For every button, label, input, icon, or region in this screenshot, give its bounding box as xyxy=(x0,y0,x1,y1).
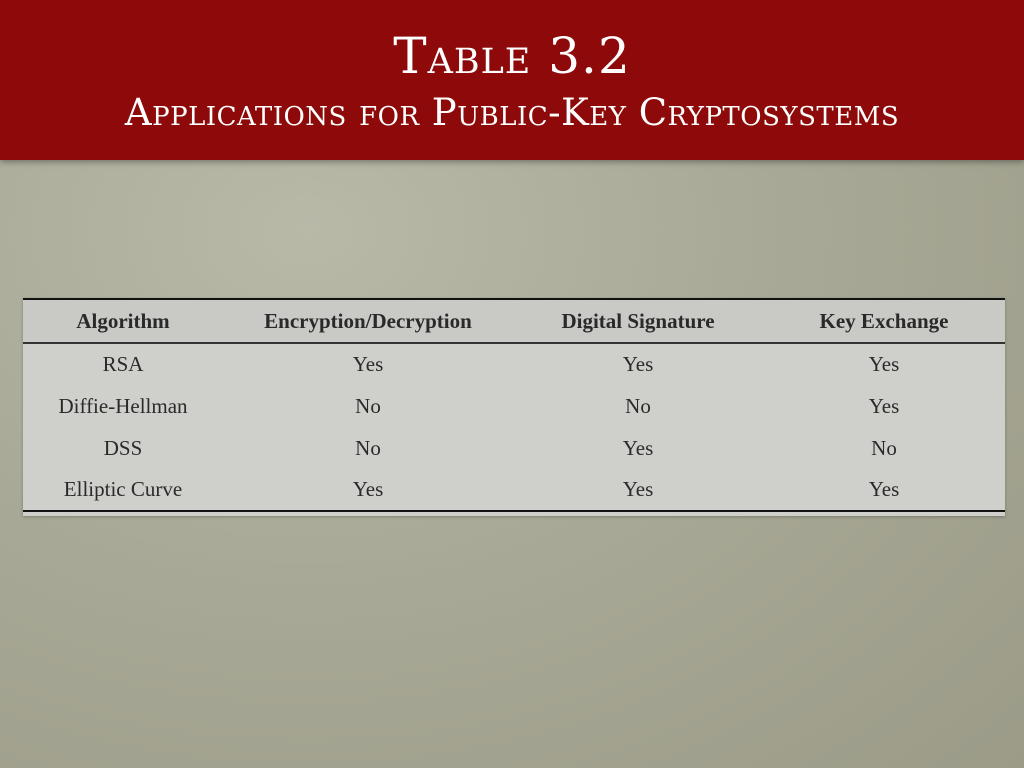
table-row xyxy=(23,427,1005,469)
table-row xyxy=(23,385,1005,427)
slide-title: Table 3.2 xyxy=(393,27,631,85)
cell-encryption: No xyxy=(355,393,381,418)
slide-subtitle: Applications for Public-Key Cryptosystems xyxy=(124,91,900,134)
cell-algorithm: Diffie-Hellman xyxy=(58,393,188,418)
cell-encryption: Yes xyxy=(223,469,513,511)
header-key-exchange: Key Exchange xyxy=(763,299,1005,343)
cell-key-exchange: Yes xyxy=(763,469,1005,511)
table-row xyxy=(23,343,1005,385)
header-algorithm: Algorithm xyxy=(23,299,223,343)
cell-key-exchange: Yes xyxy=(868,352,900,376)
cell-signature: Yes xyxy=(513,469,763,511)
cell-key-exchange: No xyxy=(871,435,897,460)
cell-algorithm: Elliptic Curve xyxy=(23,469,223,511)
cell-signature: Yes xyxy=(622,352,654,376)
cell-signature: No xyxy=(625,393,651,418)
table-row xyxy=(23,469,1005,511)
cell-signature: Yes xyxy=(622,435,654,460)
applications-table xyxy=(23,298,1005,512)
title-bar xyxy=(0,0,1024,160)
cell-key-exchange: Yes xyxy=(868,393,900,418)
table-header-row xyxy=(23,299,1005,343)
header-encryption-decryption: Encryption/Decryption xyxy=(223,299,513,343)
header-digital-signature: Digital Signature xyxy=(513,299,763,343)
cell-algorithm: DSS xyxy=(103,435,143,460)
cell-encryption: No xyxy=(355,435,381,460)
cell-encryption: Yes xyxy=(352,352,384,376)
cell-algorithm: RSA xyxy=(102,352,144,376)
applications-table-container xyxy=(23,298,1005,516)
